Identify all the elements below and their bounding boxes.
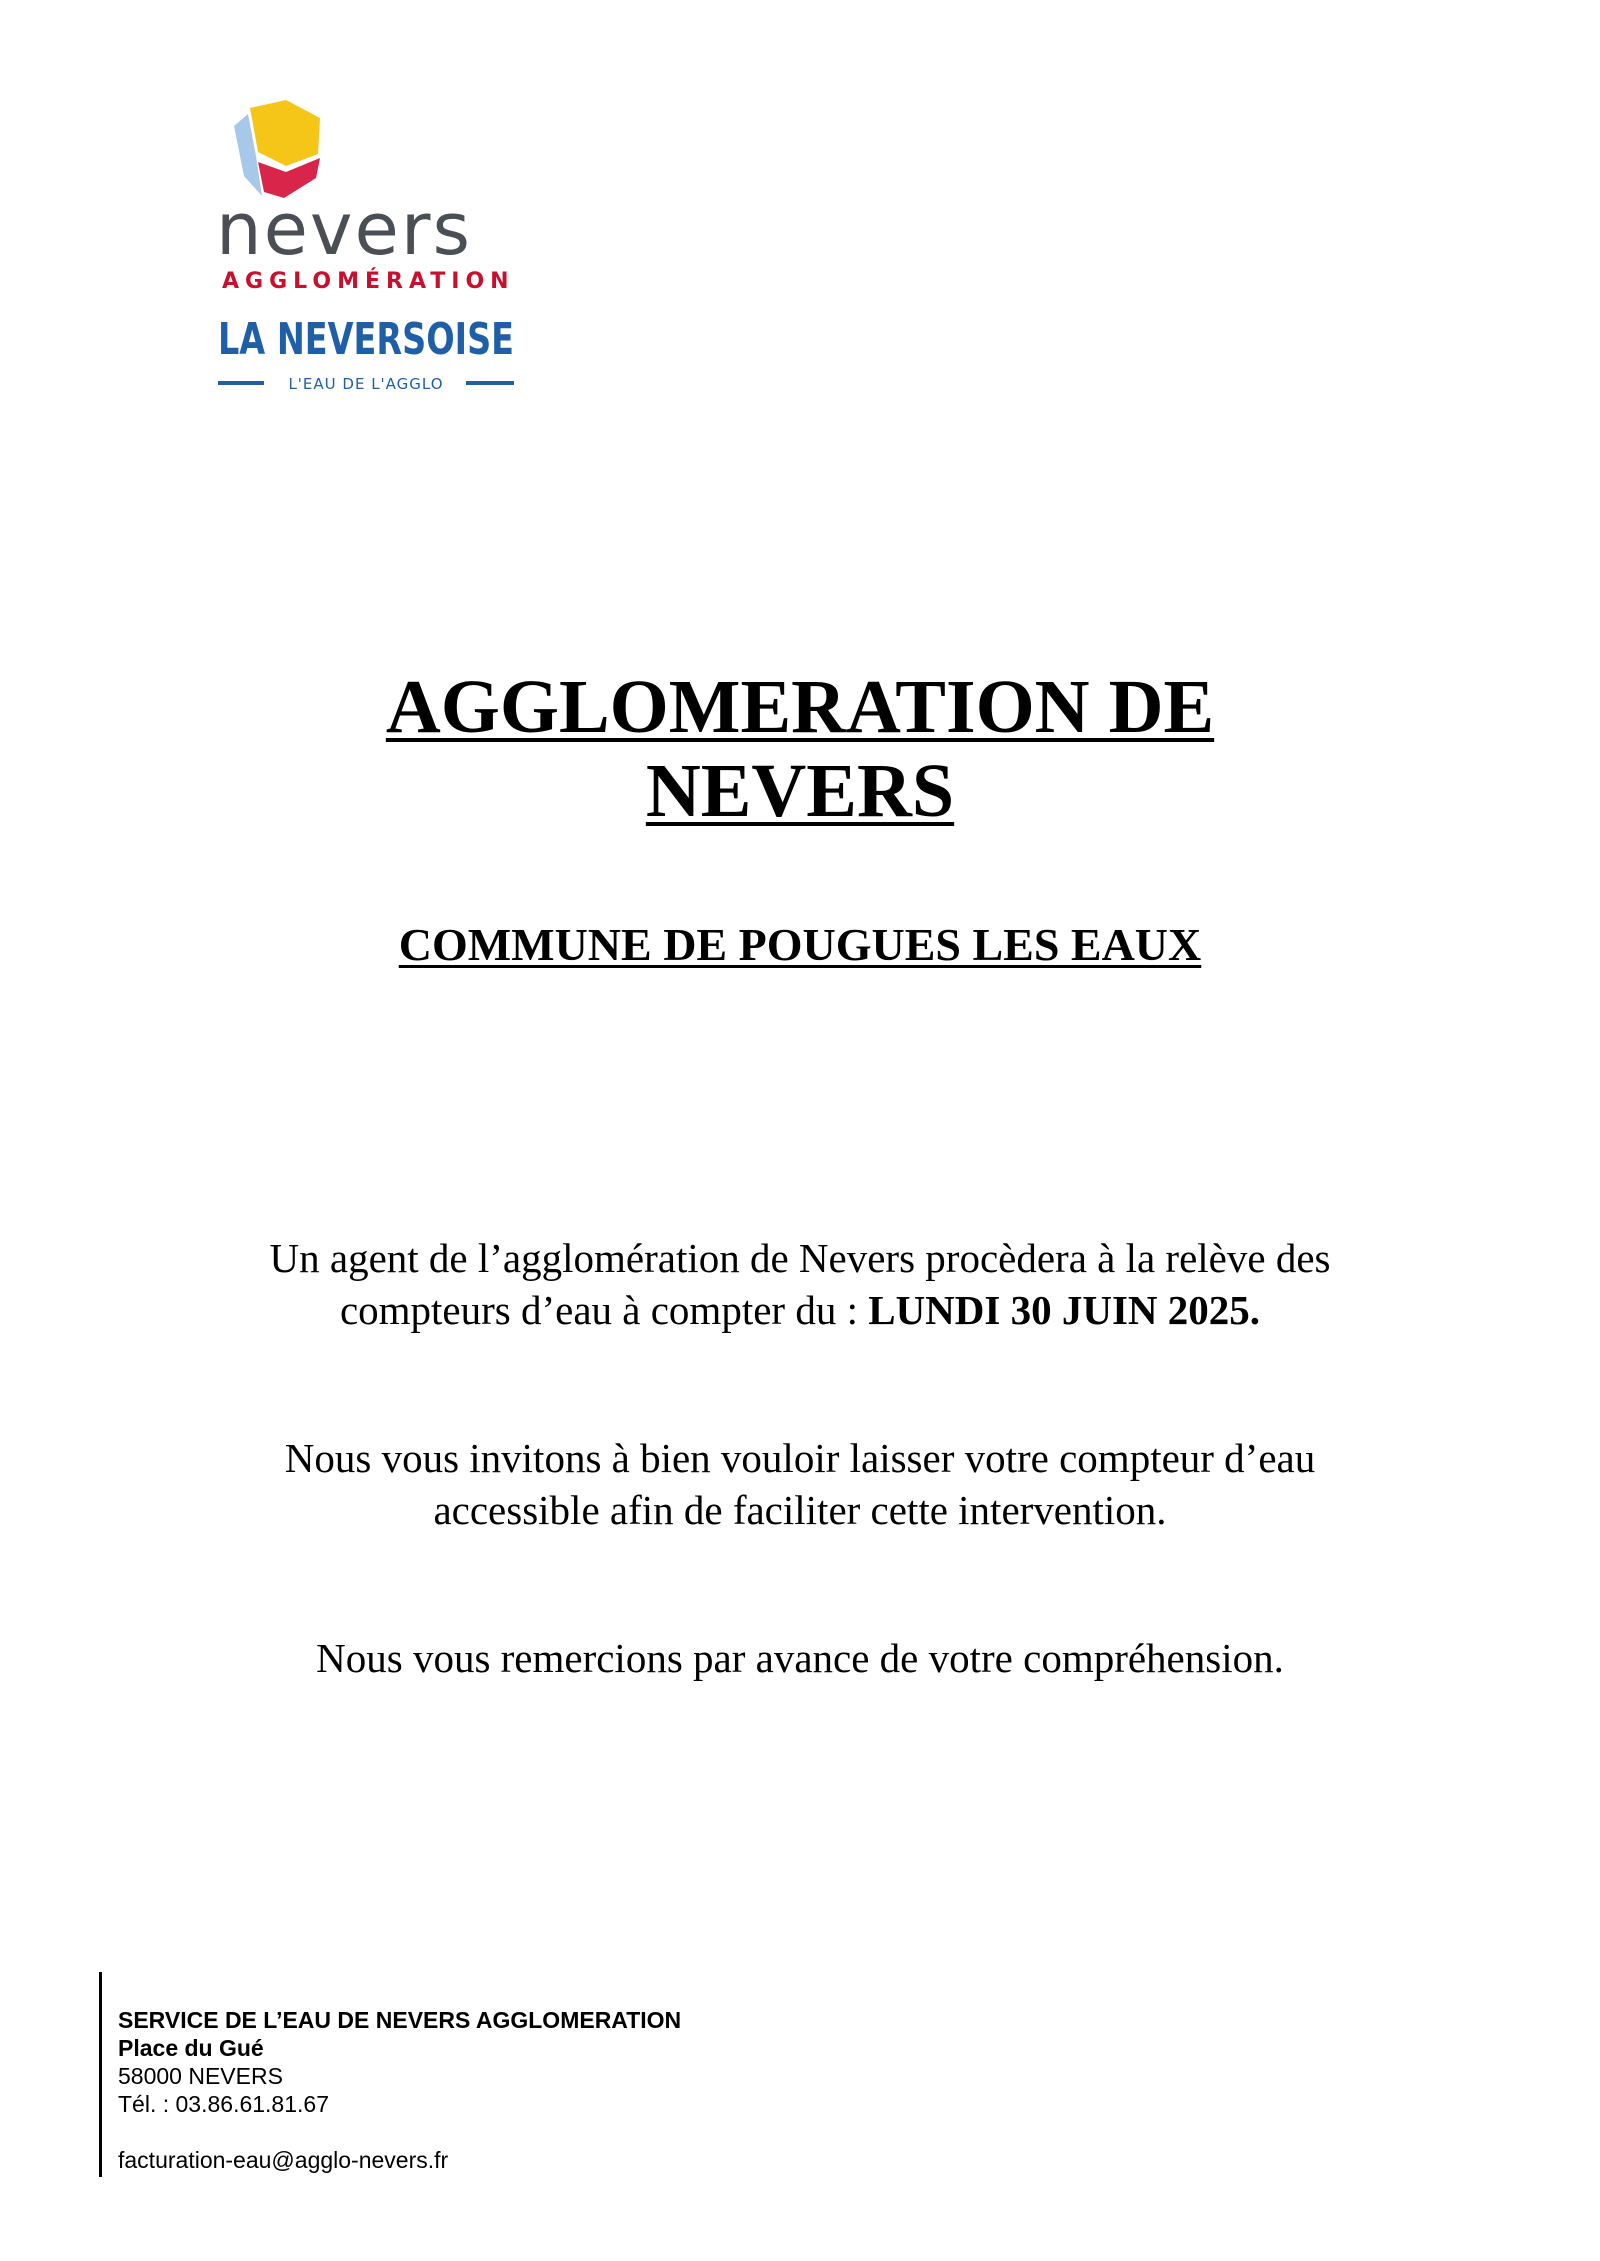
logo-brand: LA NEVERSOISE — [218, 314, 514, 365]
logo-tagline: L'EAU DE L'AGGLO — [288, 375, 444, 393]
footer-spacer — [118, 2118, 681, 2146]
footer-service-name: SERVICE DE L’EAU DE NEVERS AGGLOMERATION — [118, 2007, 682, 2033]
thanks-paragraph — [0, 1632, 1600, 1684]
p1-line-2 — [0, 1284, 1600, 1336]
p2-line-2: accessible afin de faciliter cette intervention. — [433, 1487, 1167, 1533]
logo-sub: AGGLOMÉRATION — [222, 269, 515, 294]
p3-line-1: Nous vous remercions par avance de votre compréhension. — [316, 1635, 1284, 1681]
commune-subtitle: COMMUNE DE POUGUES LES EAUX — [398, 919, 1202, 970]
contact-footer — [118, 2006, 681, 2174]
reading-date: LUNDI 30 JUIN 2025. — [868, 1287, 1261, 1333]
nevers-agglomeration-logo — [198, 96, 538, 412]
p1-line-1: Un agent de l’agglomération de Nevers procèdera à la relève des — [269, 1235, 1331, 1281]
footer-phone: Tél. : 03.86.61.81.67 — [118, 2091, 329, 2117]
footer-address-line-1: Place du Gué — [118, 2035, 264, 2061]
title-line-2: NEVERS — [645, 749, 955, 833]
logo-wordmark: nevers — [216, 187, 472, 271]
p1-line-2-text: compteurs d’eau à compter du : — [339, 1287, 869, 1333]
page-title — [0, 665, 1600, 833]
reading-notice-paragraph — [0, 1232, 1600, 1336]
logo-emblem-yellow — [250, 100, 320, 166]
logo-graphic — [198, 96, 538, 412]
footer-divider — [99, 1972, 102, 2177]
footer-address-line-2: 58000 NEVERS — [118, 2063, 283, 2089]
p2-line-1: Nous vous invitons à bien vouloir laisser votre compteur d’eau — [284, 1435, 1316, 1481]
access-request-paragraph — [0, 1432, 1600, 1536]
footer-email[interactable]: facturation-eau@agglo-nevers.fr — [118, 2147, 449, 2173]
title-line-1: AGGLOMERATION DE — [385, 665, 1215, 749]
